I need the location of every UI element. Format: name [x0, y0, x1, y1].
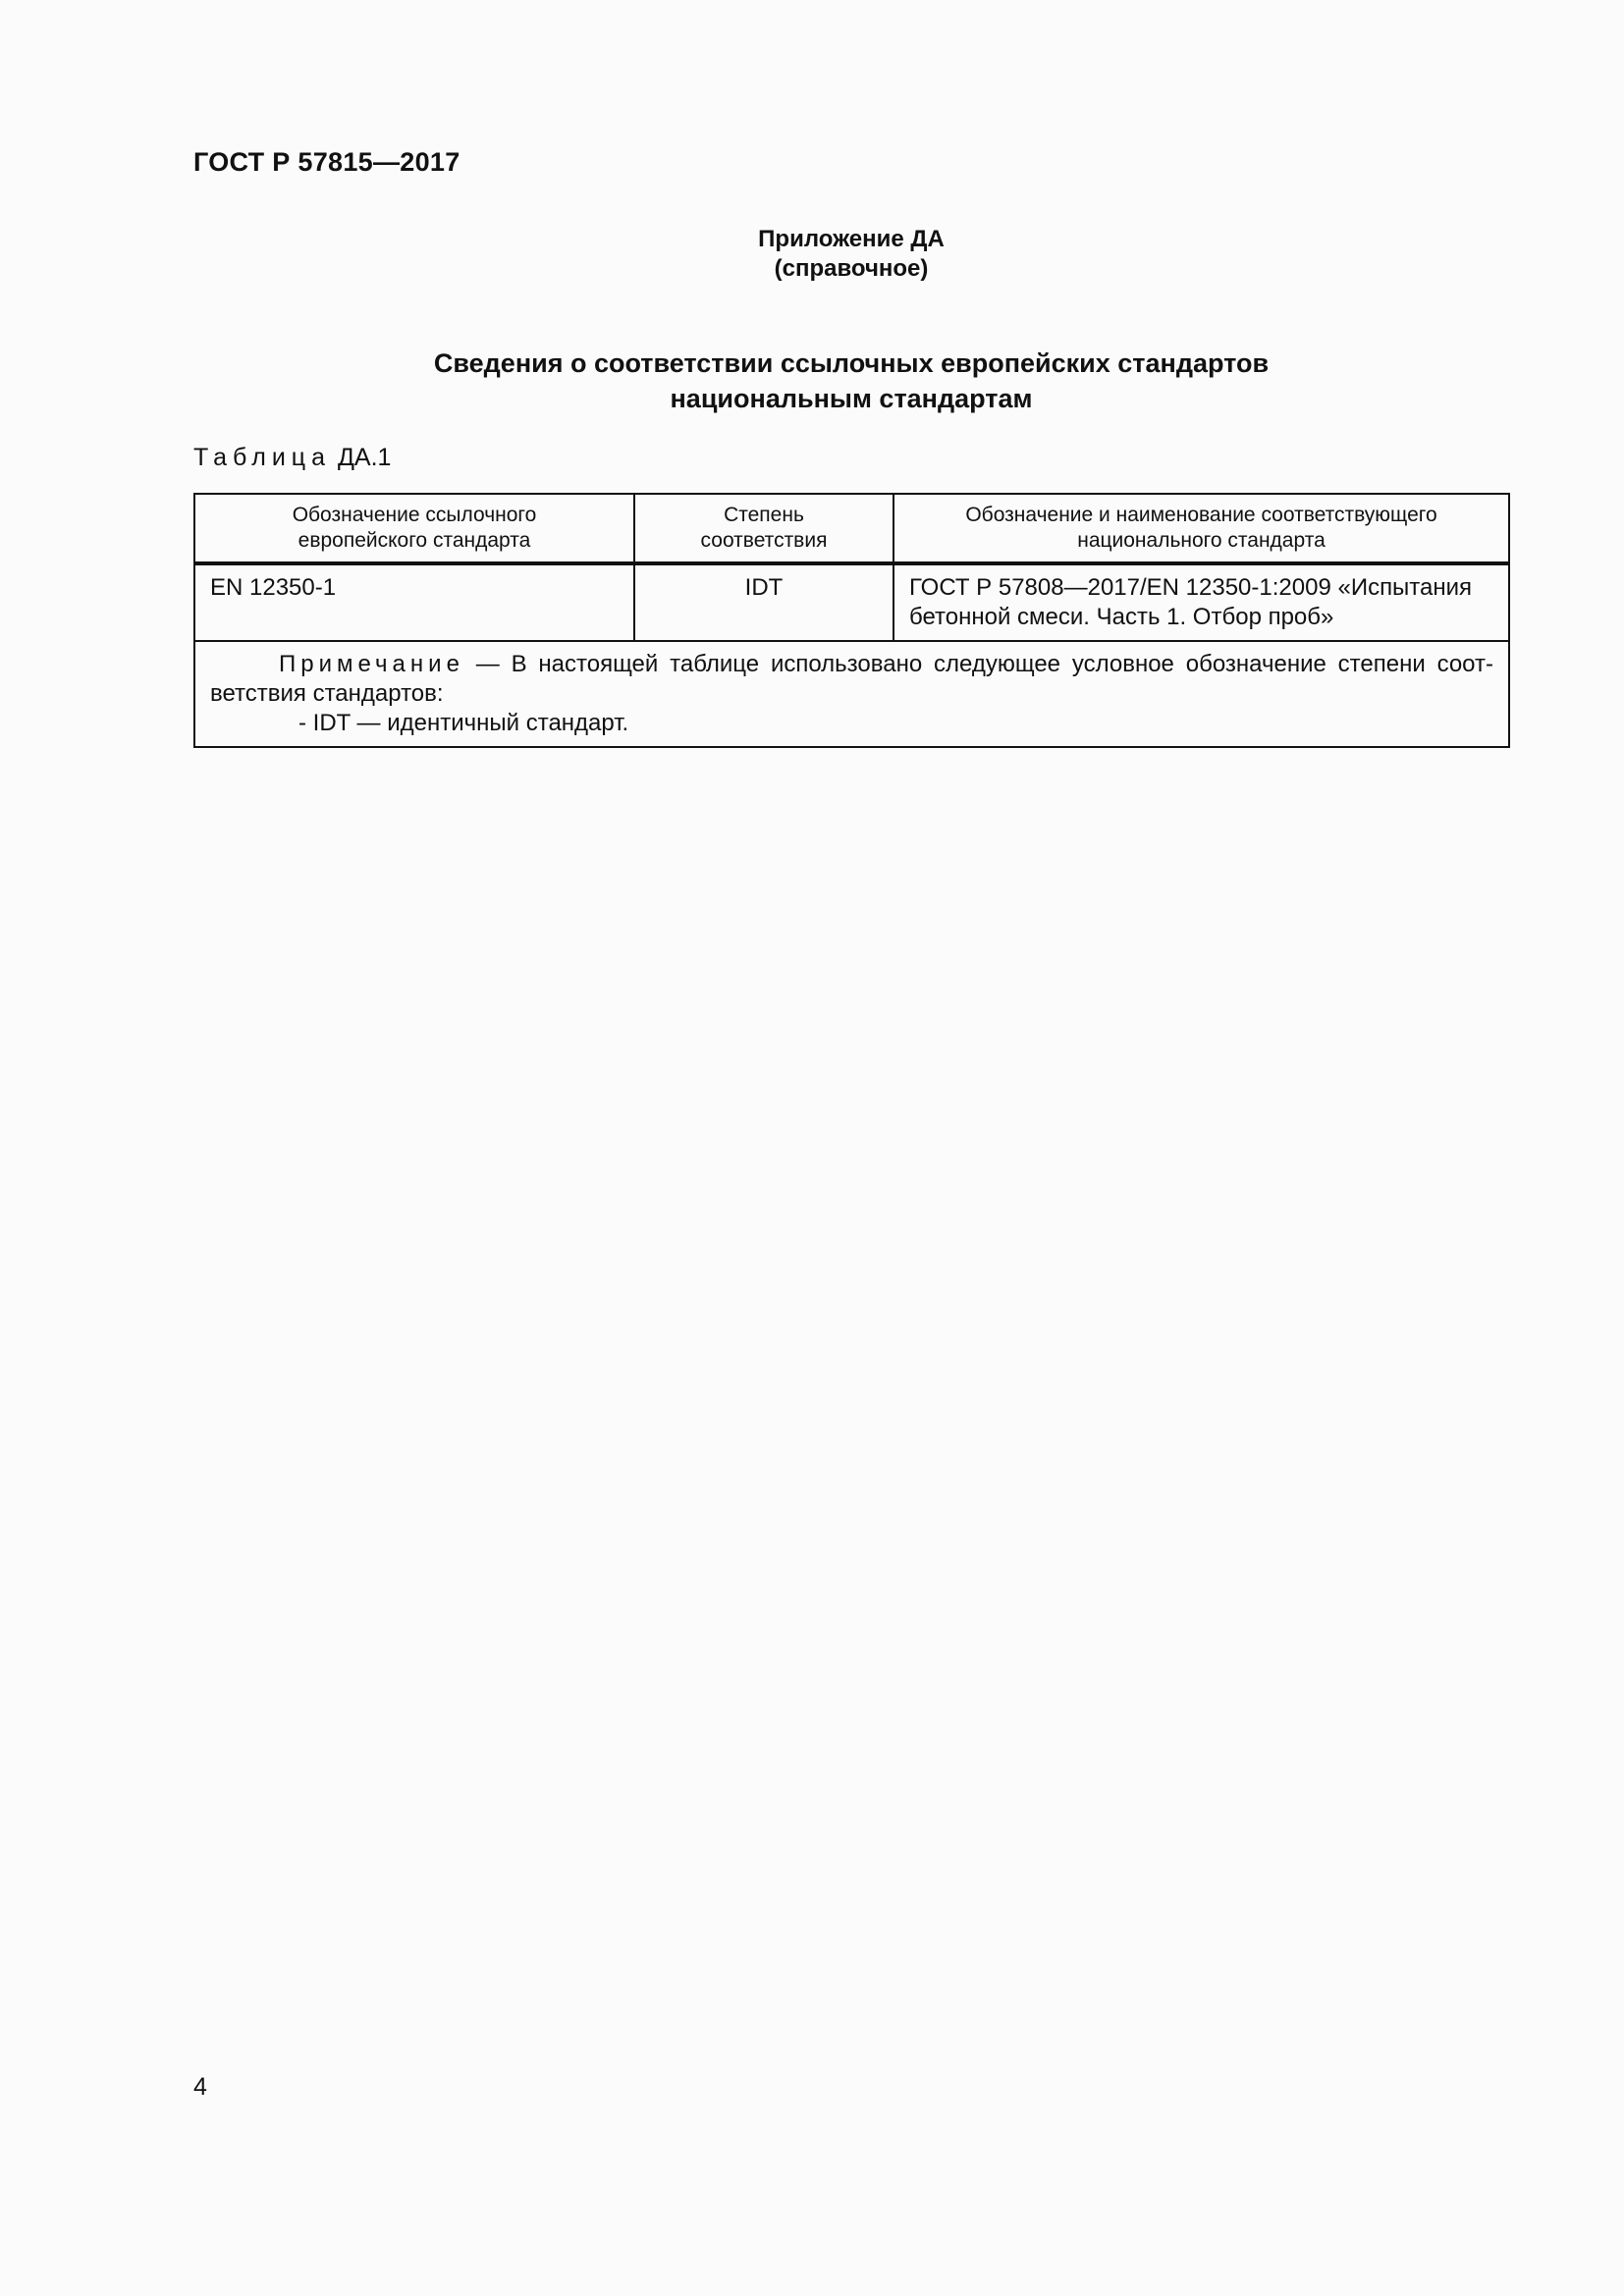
cell-reference: EN 12350-1	[194, 563, 634, 641]
cell-degree: IDT	[634, 563, 893, 641]
national-line2: бетонной смеси. Часть 1. Отбор проб»	[909, 604, 1334, 630]
header-reference-standard	[194, 494, 634, 563]
appendix-subtitle: (справочное)	[774, 255, 929, 282]
note-line1	[210, 650, 1493, 679]
table-caption-label: Таблица	[193, 444, 332, 471]
table-note-row	[194, 641, 1509, 747]
appendix-title: Приложение ДА	[758, 226, 945, 252]
national-line1: ГОСТ Р 57808—2017/EN 12350-1:2009 «Испытания	[909, 574, 1473, 601]
section-title	[0, 346, 1624, 416]
header-national-standard	[893, 494, 1509, 563]
note-label: Примечание	[279, 651, 464, 677]
header-line: национального стандарта	[1077, 529, 1326, 552]
header-line: европейского стандарта	[298, 529, 531, 552]
table-header-row	[194, 494, 1509, 563]
cell-national-standard	[893, 563, 1509, 641]
header-line: соответствия	[700, 529, 828, 552]
header-degree	[634, 494, 893, 563]
appendix-heading	[0, 225, 1624, 284]
header-line: Обозначение и наименование соответствующего	[965, 504, 1437, 526]
standards-table	[193, 493, 1510, 748]
page-number: 4	[193, 2073, 207, 2101]
note-item: - IDT — идентичный стандарт.	[298, 710, 629, 736]
note-text-line1: — В настоящей таблице использовано следующее условное обозначение степени соот-	[463, 651, 1493, 677]
header-line: Степень	[724, 504, 804, 526]
section-title-line2: национальным стандартам	[670, 384, 1033, 413]
document-code: ГОСТ Р 57815—2017	[193, 147, 460, 177]
section-title-line1: Сведения о соответствии ссылочных европейских стандартов	[433, 348, 1270, 378]
table-row	[194, 563, 1509, 641]
table-note	[194, 641, 1509, 747]
table-caption-number: ДА.1	[337, 444, 392, 471]
note-text-line2: ветствия стандартов:	[210, 680, 444, 707]
header-line: Обозначение ссылочного	[292, 504, 537, 526]
table-caption	[193, 444, 391, 472]
